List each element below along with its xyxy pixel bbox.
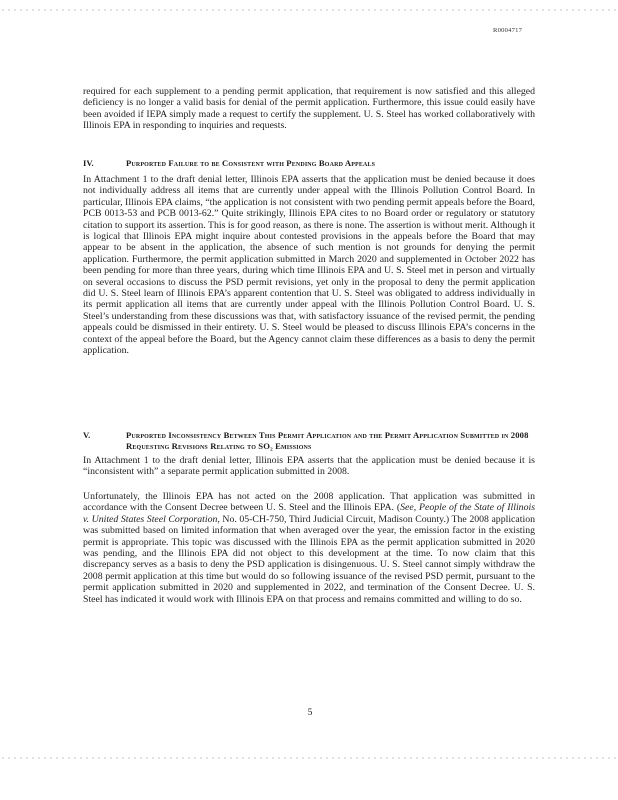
section-v-number: V. xyxy=(83,430,91,440)
section-iv-paragraph: In Attachment 1 to the draft denial letter, Illinois EPA asserts that the application must be denied because it does not individually address all items that are currently under appeal with the Illinois Pollution Control Board. In particular, Illinois EPA claims, “the application is not consistent with two pending permit appeals before the Board, PCB 0013-53 and PCB 0013-62.” Quite strikingly, Illinois EPA cites to no Board order or regulatory or statutory citation to support its assertion. This is for good reason, as there is none. The assertion is without merit. Although it is logical that Illinois EPA might inquire about contested provisions in the appeals before the Board that may appear to be absent in the application, the absence of such mention is not grounds for denying the permit application. Furthermore, the permit application submitted in March 2020 and supplemented in October 2022 has been pending for more than three years, during which time Illinois EPA and U. S. Steel met in person and virtually on several occasions to discuss the PSD permit revisions, yet only in the proposal to deny the permit application did U. S. Steel learn of Illinois EPA’s apparent contention that U. S. Steel was obligated to address individually in its permit application all items that are currently under appeal with the Illinois Pollution Control Board. U. S. Steel’s understanding from these discussions was that, with satisfactory issuance of the revised permit, the pending appeals could be dismissed in their entirety. U. S. Steel would be pleased to discuss Illinois EPA’s concerns in the context of the appeal before the Board, but the Agency cannot claim these differences as a basis to deny the permit application. xyxy=(83,174,535,357)
paragraph-text: , No. 05-CH-750, Third Judicial Circuit, Madison County.) The 2008 application was submitted based on limited information that when averaged over the year, the emission factor in the existing permit is appropriate. This topic was discussed with the Illinois EPA as the permit application submitted in 2020 was pending, and the Illinois EPA did not object to this development at the time. To now claim that this discrepancy serves as a basis to deny the PSD application is disingenuous. U. S. Steel cannot simply withdraw the 2008 permit application at this time but would do so following issuance of the revised PSD permit, pursuant to the permit application submitted in 2020 and supplemented in 2022, and termination of the Consent Decree. U. S. Steel has indicated it would work with Illinois EPA on that process and remains committed and willing to do so. xyxy=(83,513,535,605)
case-citation: See, People of the State of Illinois v. United States Steel Corporation xyxy=(83,502,536,525)
bates-number: R0004717 xyxy=(493,27,523,34)
continuation-paragraph: required for each supplement to a pending permit application, that requirement is now satisfied and this alleged deficiency is no longer a valid basis for denial of the permit application. Furthermore, this issue could easily have been avoided if IEPA simply made a request to certify the supplement. U. S. Steel has worked collaboratively with Illinois EPA in responding to inquiries and requests. xyxy=(83,86,535,132)
section-iv-heading xyxy=(83,158,535,169)
scan-border-bottom xyxy=(0,757,618,759)
scan-border-top xyxy=(0,9,618,11)
page-number: 5 xyxy=(307,708,313,718)
section-v-title: Purported Inconsistency Between This Permit Application and the Permit Application Submitted in 2008 Requesting Revisions Relating to SO₂ Emissions xyxy=(126,430,529,452)
section-v-paragraph-2 xyxy=(83,491,535,605)
section-v-heading xyxy=(83,430,535,453)
section-iv-title: Purported Failure to be Consistent with Pending Board Appeals xyxy=(126,158,376,168)
paragraph-text: Unfortunately, the Illinois EPA has not acted on the 2008 application. That application was submitted in accordance with the Consent Decree between U. S. Steel and the Illinois EPA. ( xyxy=(83,491,535,514)
section-v-paragraph-1: In Attachment 1 to the draft denial letter, Illinois EPA asserts that the application must be denied because it is “inconsistent with” a separate permit application submitted in 2008. xyxy=(83,455,535,478)
section-iv-number: IV. xyxy=(83,158,94,168)
